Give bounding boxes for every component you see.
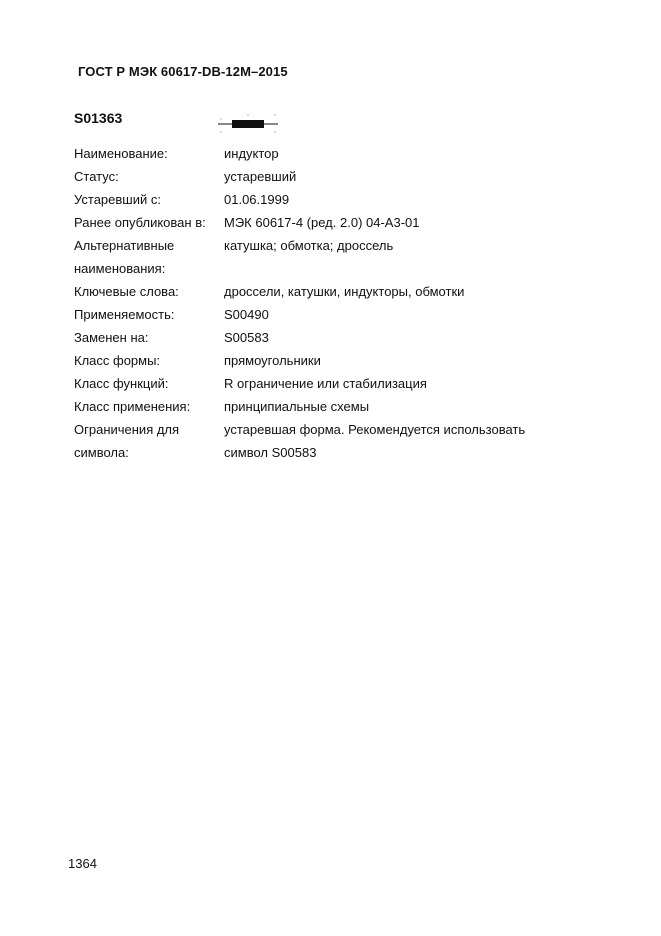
attribute-row [74,303,614,326]
attribute-row [74,211,614,234]
attribute-value: символ S00583 [224,445,317,460]
attribute-value: устаревшая форма. Рекомендуется использовать [224,422,526,437]
attribute-value: прямоугольники [224,353,321,368]
attribute-label: Ограничения для [74,422,180,437]
attribute-row [74,441,614,464]
attribute-value: S00490 [224,307,269,322]
attribute-row [74,188,614,211]
attribute-value: МЭК 60617-4 (ред. 2.0) 04-А3-01 [224,215,420,230]
page-number: 1364 [68,856,97,871]
attribute-row [74,395,614,418]
attribute-value: 01.06.1999 [224,192,290,207]
attribute-row [74,257,614,280]
attribute-row [74,372,614,395]
attribute-label: Заменен на: [74,330,149,345]
attribute-row [74,234,614,257]
attribute-table [74,142,614,464]
attribute-value [224,257,614,280]
attribute-row [74,349,614,372]
attribute-label: Применяемость: [74,307,175,322]
inductor-symbol-icon [218,113,280,135]
attribute-value: устаревший [224,169,297,184]
attribute-label: Наименование: [74,146,168,161]
attribute-row [74,326,614,349]
attribute-value: дроссели, катушки, индукторы, обмотки [224,284,465,299]
symbol-code: S01363 [74,110,123,126]
attribute-label: наименования: [74,261,166,276]
attribute-label: Ранее опубликован в: [74,215,206,230]
attribute-label: Класс формы: [74,353,161,368]
attribute-row [74,142,614,165]
attribute-row [74,418,614,441]
attribute-value: R ограничение или стабилизация [224,376,427,391]
attribute-label: Класс применения: [74,399,191,414]
attribute-value: принципиальные схемы [224,399,370,414]
attribute-label: Альтернативные [74,238,175,253]
attribute-label: Класс функций: [74,376,169,391]
document-header: ГОСТ Р МЭК 60617-DB-12M–2015 [78,64,288,79]
attribute-label: Устаревший с: [74,192,161,207]
attribute-value: индуктор [224,146,279,161]
attribute-row [74,165,614,188]
attribute-value: катушка; обмотка; дроссель [224,238,394,253]
attribute-value: S00583 [224,330,269,345]
attribute-label: Статус: [74,169,119,184]
attribute-label: Ключевые слова: [74,284,179,299]
attribute-label: символа: [74,445,129,460]
attribute-row [74,280,614,303]
